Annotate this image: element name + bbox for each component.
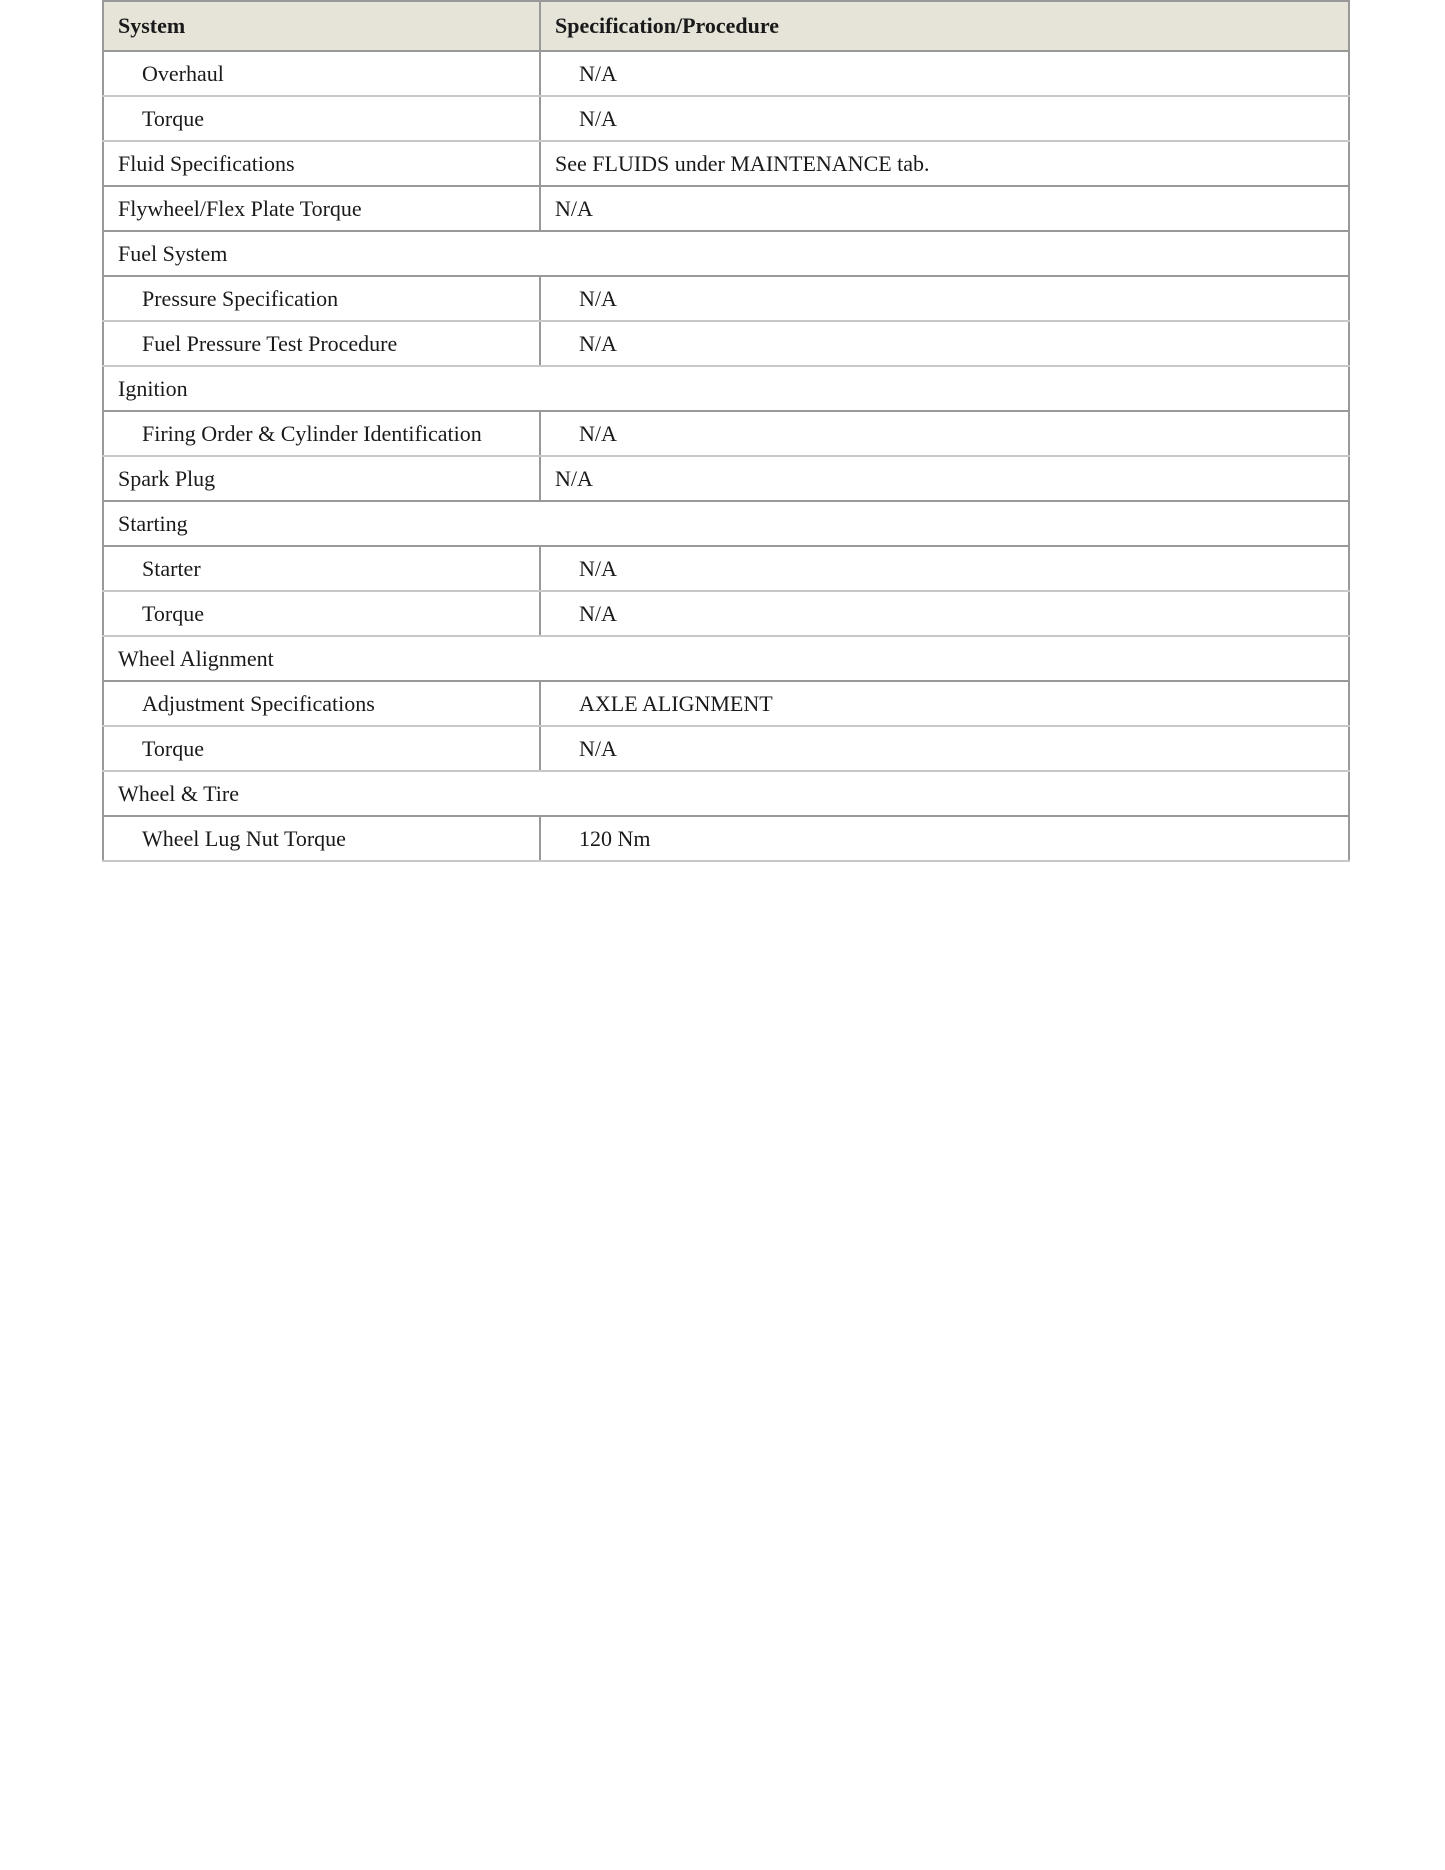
table-row: [103, 816, 1349, 861]
table-row: [103, 681, 1349, 726]
system-cell: Wheel Lug Nut Torque: [103, 816, 540, 861]
specification-cell: 120 Nm: [540, 816, 1349, 861]
table-row: [103, 546, 1349, 591]
section-heading: Wheel & Tire: [103, 771, 1349, 816]
table-row: [103, 501, 1349, 546]
table-row: [103, 321, 1349, 366]
section-heading: Wheel Alignment: [103, 636, 1349, 681]
table-row: [103, 411, 1349, 456]
system-cell: Fluid Specifications: [103, 141, 540, 186]
system-cell: Fuel Pressure Test Procedure: [103, 321, 540, 366]
specification-cell: N/A: [540, 276, 1349, 321]
table-row: [103, 51, 1349, 96]
specification-cell: AXLE ALIGNMENT: [540, 681, 1349, 726]
system-cell: Starter: [103, 546, 540, 591]
table-row: [103, 636, 1349, 681]
table-header-row: [103, 1, 1349, 51]
table-row: [103, 141, 1349, 186]
specification-cell: N/A: [540, 51, 1349, 96]
table-row: [103, 456, 1349, 501]
specification-cell: N/A: [540, 726, 1349, 771]
section-heading: Fuel System: [103, 231, 1349, 276]
table-row: [103, 591, 1349, 636]
specification-table: [102, 0, 1350, 862]
system-cell: Adjustment Specifications: [103, 681, 540, 726]
specification-cell: N/A: [540, 591, 1349, 636]
specification-cell: N/A: [540, 411, 1349, 456]
table-row: [103, 96, 1349, 141]
system-cell: Firing Order & Cylinder Identification: [103, 411, 540, 456]
table-row: [103, 726, 1349, 771]
table-row: [103, 231, 1349, 276]
table-row: [103, 771, 1349, 816]
header-system: System: [103, 1, 540, 51]
table-row: [103, 366, 1349, 411]
specification-cell: N/A: [540, 321, 1349, 366]
section-heading: Starting: [103, 501, 1349, 546]
system-cell: Spark Plug: [103, 456, 540, 501]
specification-cell: N/A: [540, 96, 1349, 141]
table-row: [103, 186, 1349, 231]
table-body: [103, 51, 1349, 861]
system-cell: Torque: [103, 591, 540, 636]
system-cell: Torque: [103, 726, 540, 771]
table-row: [103, 276, 1349, 321]
specification-cell: See FLUIDS under MAINTENANCE tab.: [540, 141, 1349, 186]
section-heading: Ignition: [103, 366, 1349, 411]
system-cell: Torque: [103, 96, 540, 141]
specification-cell: N/A: [540, 456, 1349, 501]
specification-cell: N/A: [540, 186, 1349, 231]
system-cell: Overhaul: [103, 51, 540, 96]
header-specification: Specification/Procedure: [540, 1, 1349, 51]
system-cell: Pressure Specification: [103, 276, 540, 321]
specification-cell: N/A: [540, 546, 1349, 591]
system-cell: Flywheel/Flex Plate Torque: [103, 186, 540, 231]
